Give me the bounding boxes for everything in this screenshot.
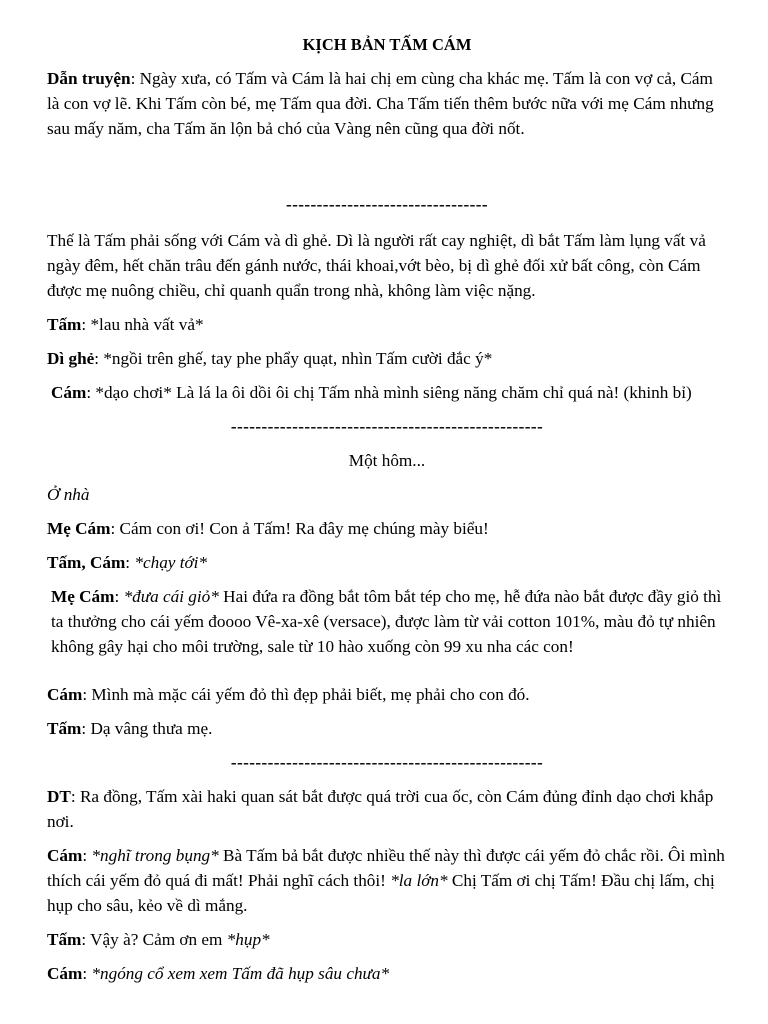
speaker-label: Mẹ Cám <box>51 587 115 606</box>
line-text: Hai đứa ra đồng bắt tôm bắt tép cho mẹ, hễ đứa nào bắt được đầy giỏ thì ta thưởng cho cái yếm đoooo Vê-xa-xê (versace), được làm từ vải cotton 101%, màu đỏ tự nhiên không gây hại cho môi trường, sale từ 10 hào xuống còn 99 xu nha các con! <box>51 587 722 656</box>
speaker-label: Cám <box>51 383 87 402</box>
line-text: : Cám con ơi! Con ả Tấm! Ra đây mẹ chúng mày biểu! <box>110 519 489 538</box>
speaker-label: Tấm <box>47 719 82 738</box>
colon: : <box>114 587 124 606</box>
separator-long-2: --------------------------------------------------- <box>230 753 544 772</box>
line-text: : Vậy à? Cảm ơn em <box>81 930 227 949</box>
scene-location <box>47 482 727 507</box>
line-text: : Ra đồng, Tấm xài haki quan sát bắt được quá trời cua ốc, còn Cám đủng đỉnh dạo chơi khắp nơi. <box>47 787 714 831</box>
colon: : <box>82 964 92 983</box>
colon: : <box>125 553 135 572</box>
line-tamcam <box>47 550 727 575</box>
line-mecam-2 <box>47 584 727 659</box>
paragraph-text: : Ngày xưa, có Tấm và Cám là hai chị em cùng cha khác mẹ. Tấm là con vợ cả, Cám là con vợ lẽ. Khi Tấm còn bé, mẹ Tấm qua đời. Cha Tấm tiến thêm bước nữa với mẹ Cám nhưng sau mấy năm, cha Tấm ăn lộn bả chó của Vàng nên cũng qua đời nốt. <box>47 69 714 138</box>
line-cam-1 <box>47 380 727 405</box>
stage-direction: *la lớn* <box>390 871 448 890</box>
blank-space <box>47 668 727 682</box>
speaker-label: Dì ghẻ <box>47 349 95 368</box>
line-text: Chị Tấm ơi chị Tấm! Đầu chị lấm, chị hụp cho sâu, kẻo về dì mắng. <box>47 871 715 915</box>
narration-paragraph: Thế là Tấm phải sống với Cám và dì ghẻ. Dì là người rất cay nghiệt, dì bắt Tấm làm lụng vất vả ngày đêm, hết chăn trâu đến gánh nước, thái khoai,vớt bèo, bị dì ghẻ đối xử bất công, còn Cám được mẹ nuông chiều, chỉ quanh quẩn trong nhà, không làm việc nặng. <box>47 231 706 300</box>
speaker-label: Dẫn truyện <box>47 69 131 88</box>
stage-direction: *hụp* <box>226 930 270 949</box>
stage-direction: *đưa cái giỏ* <box>123 587 219 606</box>
scene-heading: Một hôm... <box>348 451 426 470</box>
line-text: : Mình mà mặc cái yếm đỏ thì đẹp phải biết, mẹ phải cho con đó. <box>82 685 530 704</box>
stage-direction: *ngóng cổ xem xem Tấm đã hụp sâu chưa* <box>91 964 390 983</box>
stage-direction: *chạy tới* <box>134 553 208 572</box>
speaker-label: Tấm <box>47 930 82 949</box>
speaker-label: DT <box>47 787 71 806</box>
line-text: : Dạ vâng thưa mẹ. <box>81 719 213 738</box>
location-text: Ở nhà <box>47 485 90 504</box>
document-title: KỊCH BẢN TẤM CÁM <box>302 35 472 54</box>
speaker-label: Cám <box>47 685 83 704</box>
separator-long-1: --------------------------------------------------- <box>230 417 544 436</box>
line-dt <box>47 784 727 834</box>
line-text: : *lau nhà vất vả* <box>81 315 204 334</box>
line-text: : *dạo chơi* Là lá la ôi dồi ôi chị Tấm nhà mình siêng năng chăm chỉ quá nà! (khinh bỉ) <box>86 383 692 402</box>
blank-space <box>47 150 727 192</box>
line-mecam-1 <box>47 516 727 541</box>
speaker-label: Cám <box>47 846 83 865</box>
speaker-label: Tấm, Cám <box>47 553 126 572</box>
stage-direction: *nghĩ trong bụng* <box>91 846 219 865</box>
line-cam-2 <box>47 682 727 707</box>
line-cam-3 <box>47 843 727 918</box>
colon: : <box>82 846 92 865</box>
line-dighe <box>47 346 727 371</box>
script-document <box>47 32 727 995</box>
line-text: Bà Tấm bả bắt được nhiều thế này thì được cái yếm đỏ chắc rồi. Ôi mình thích cái yếm đỏ quá đi mất! Phải nghĩ cách thôi! <box>47 846 725 890</box>
narration-intro <box>47 66 727 141</box>
line-tam-2 <box>47 716 727 741</box>
line-tam-3 <box>47 927 727 952</box>
speaker-label: Mẹ Cám <box>47 519 111 538</box>
line-cam-4 <box>47 961 727 986</box>
line-text: : *ngồi trên ghế, tay phe phẩy quạt, nhìn Tấm cười đắc ý* <box>94 349 493 368</box>
speaker-label: Tấm <box>47 315 82 334</box>
separator-short: --------------------------------- <box>285 195 489 214</box>
line-tam-1 <box>47 312 727 337</box>
speaker-label: Cám <box>47 964 83 983</box>
